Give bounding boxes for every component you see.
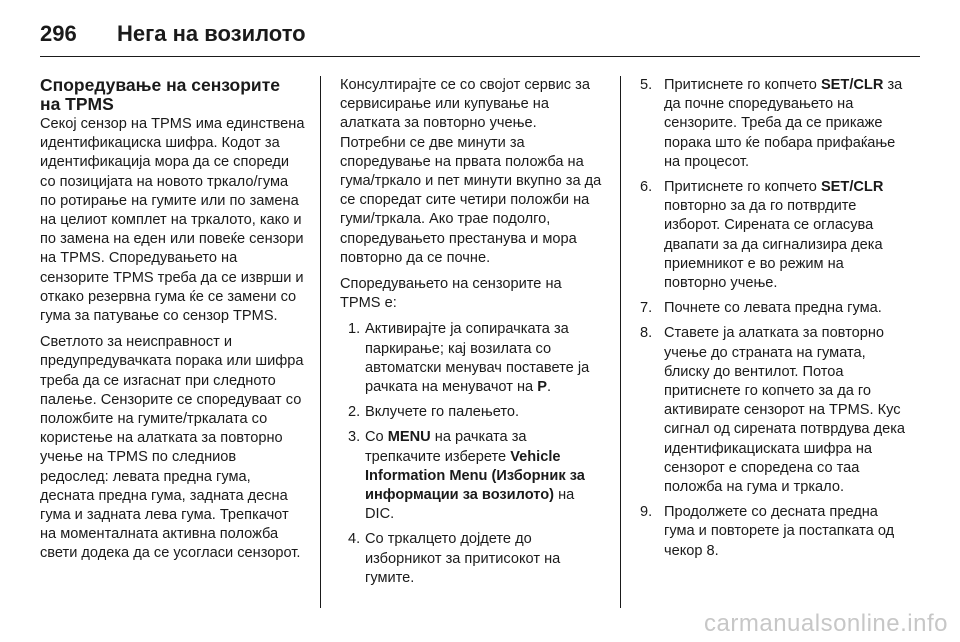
- paragraph: Консултирајте се со својот сервис за сервисирање или купување на алатката за повторно учење. Потребни се две минути за споредување на првата положба на гума/тркало и пет минути вкупно за да се споредат сите четири положби на гуми/тркала. Ако трае подолго, споредувањето престанува и мора повторно да се почне.: [340, 77, 602, 266]
- step-text-part: Активирајте ја сопирачката за паркирање; кај возилата со автоматски менувач поставете ја рачката на менувачот на: [365, 321, 590, 396]
- step-number: 4.: [348, 531, 361, 548]
- step-text: Продолжете со десната предна гума и повторете ја постапката од чекор 8.: [664, 504, 895, 559]
- step-number: 2.: [348, 404, 361, 421]
- control-label: SET/CLR: [820, 77, 884, 93]
- list-item: [340, 320, 605, 397]
- step-text-part: .: [546, 379, 551, 396]
- watermark: carmanualsonline.info: [704, 610, 948, 637]
- header-rule: [40, 56, 920, 57]
- list-item: [640, 76, 910, 172]
- step-number: 6.: [640, 179, 653, 196]
- step-number: 9.: [640, 504, 653, 521]
- step-text: [365, 320, 605, 397]
- step-text-part: на DIC.: [365, 487, 575, 523]
- step-number: 7.: [640, 300, 653, 317]
- column-divider: [320, 76, 321, 608]
- step-text: [664, 179, 883, 291]
- step-number: 8.: [640, 325, 653, 342]
- control-label: P: [537, 379, 547, 396]
- step-text-part: за да почне споредувањето на сензорите. Треба да се прикаже порака што ќе побара прифаќање на процесот.: [664, 77, 903, 170]
- step-text-part: на рачката за трепкачите изберете: [365, 429, 527, 465]
- step-number: 1.: [348, 321, 361, 338]
- paragraph: Светлото за неисправност и предупредувачката порака или шифра треба да се изгаснат при следното палење. Сензорите се споредуваат со положбите на гумите/тркалата со користење на алатката за повторно учење на TPMS по следниов редослед: левата предна гума, десната предна гума, задната десна гума и задната лева гума. Трепкачот на моменталната активна положба свети додека да се усогласи сензорот.: [40, 334, 304, 562]
- column-3: [640, 76, 910, 567]
- step-text-part: повторно за да го потврдите изборот. Сирената се огласува двапати за да сигнализира дека приемникот е во режим на повторно учење.: [664, 198, 883, 292]
- step-text: Почнете со левата предна гума.: [664, 300, 882, 317]
- step-text: [664, 77, 902, 170]
- list-item: [340, 530, 605, 588]
- steps-list: [340, 320, 605, 588]
- step-number: 3.: [348, 429, 361, 446]
- list-item: [640, 324, 910, 497]
- column-1: [40, 76, 305, 571]
- paragraph: Споредувањето на сензорите на TPMS е:: [340, 276, 562, 312]
- step-text-part: Притиснете го копчето: [664, 77, 821, 93]
- step-text-part: Со: [365, 429, 388, 446]
- control-label: SET/CLR: [820, 179, 884, 196]
- page-number: 296: [40, 21, 77, 46]
- steps-list: [640, 76, 910, 561]
- list-item: [340, 428, 605, 524]
- list-item: [340, 403, 605, 422]
- column-divider: [620, 76, 621, 608]
- step-text: Ставете ја алатката за повторно учење до страната на гумата, блиску до вентилот. Потоа притиснете го копчето за да го активирате сензорот на TPMS. Кус сигнал од сирената потврдува дека идентификациската шифра на сензорот е споредена со таа положба на гума и тркало.: [664, 325, 906, 496]
- list-item: [640, 178, 910, 293]
- paragraph: Секој сензор на TPMS има единствена идентификациска шифра. Кодот за идентификација мора да се спореди со позицијата на новото тркало/гума по ротирање на гумите или по замена на целиот комплет на тркалото, како и по замена на еден или повеќе сензори на TPMS. Споредувањето на сензорите TPMS треба да се изврши и откако резервна гума ќе се замени со гума за патување со сензор TPMS.: [40, 116, 305, 325]
- menu-label: Vehicle Information Menu (Изборник за информации за возилото): [365, 448, 585, 504]
- running-title: Нега на возилото: [117, 21, 306, 46]
- step-text: [365, 428, 605, 524]
- control-label: MENU: [387, 429, 431, 446]
- step-number: 5.: [640, 77, 653, 93]
- list-item: [640, 299, 910, 318]
- step-text: Вклучете го палењето.: [365, 404, 520, 421]
- page-header: [40, 14, 920, 54]
- section-heading: Споредување на сензорите на TPMS: [40, 75, 280, 114]
- step-text-part: Притиснете го копчето: [664, 179, 821, 196]
- list-item: [640, 503, 910, 561]
- step-text: Со тркалцето дојдете до изборникот за притисокот на гумите.: [365, 531, 561, 586]
- column-2: [340, 76, 605, 594]
